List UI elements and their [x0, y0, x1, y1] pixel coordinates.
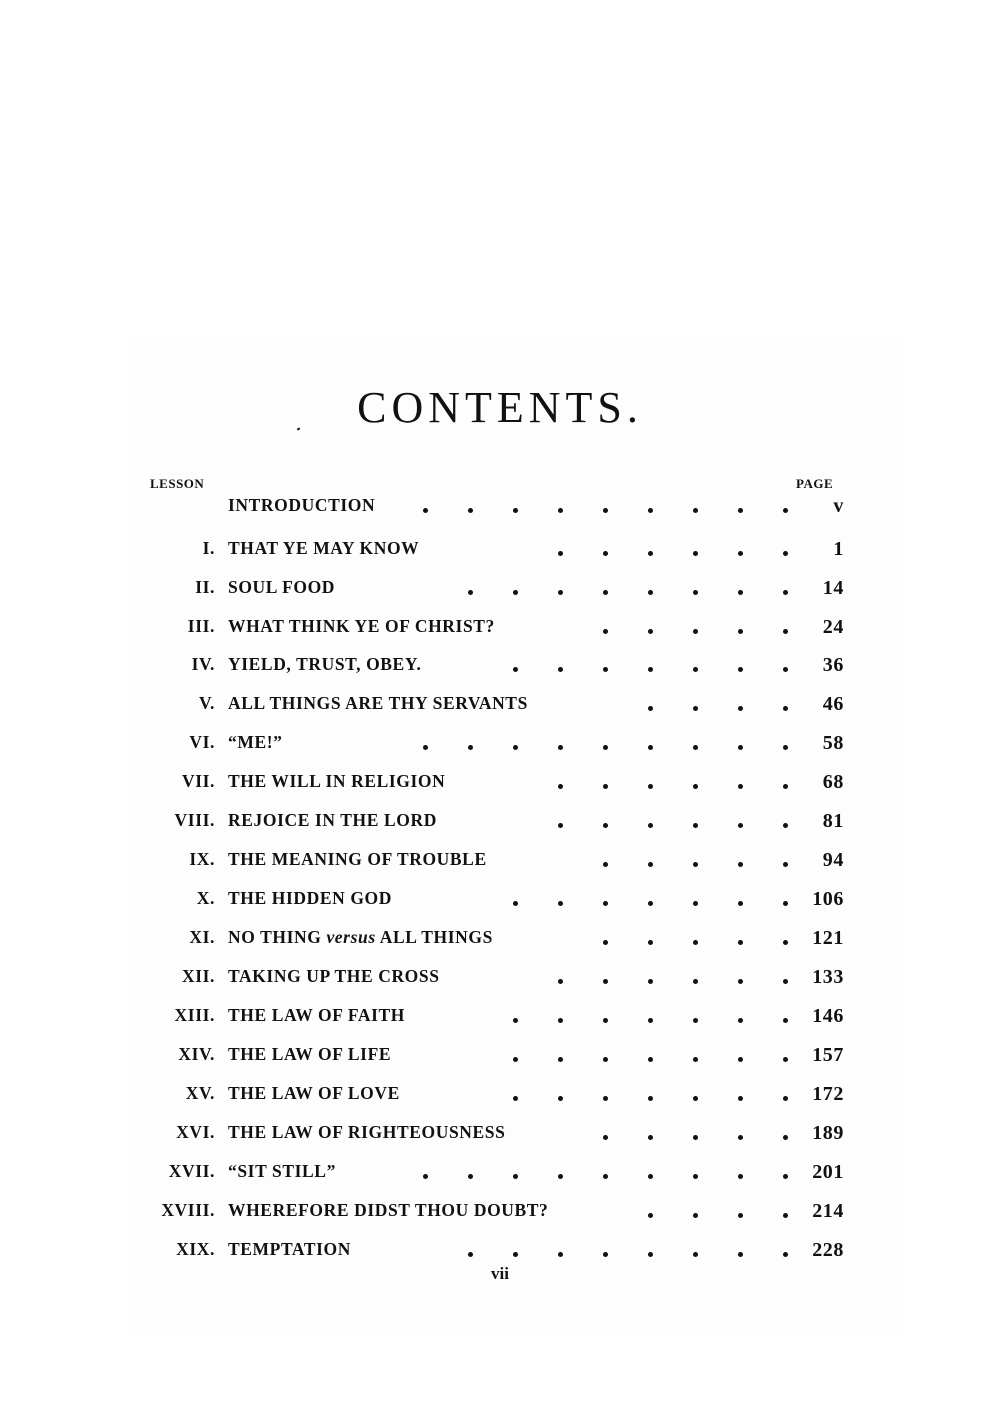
- toc-row: [0, 888, 1000, 918]
- lesson-title: THE LAW OF FAITH: [228, 1005, 406, 1025]
- lesson-number: XIV.: [178, 1044, 215, 1064]
- lesson-title: THE LAW OF LOVE: [228, 1083, 400, 1103]
- page-number: 133: [812, 966, 844, 988]
- lesson-number: I.: [202, 538, 215, 558]
- lesson-title: WHEREFORE DIDST THOU DOUBT?: [228, 1200, 549, 1220]
- lesson-title: TAKING UP THE CROSS: [228, 966, 440, 986]
- dot-leader: [395, 1239, 788, 1263]
- page-column-header: PAGE: [796, 476, 834, 491]
- dot-leader: [395, 1005, 788, 1029]
- lesson-number: IX.: [189, 849, 215, 869]
- toc-row: [0, 616, 1000, 646]
- toc-row: [0, 1044, 1000, 1074]
- lesson-number: XVI.: [176, 1122, 215, 1142]
- dot-leader: [395, 810, 788, 834]
- page-number: 172: [812, 1083, 844, 1105]
- lesson-title: YIELD, TRUST, OBEY.: [228, 654, 422, 674]
- lesson-number: III.: [187, 616, 215, 636]
- lesson-number: VI.: [189, 732, 215, 752]
- lesson-number: II.: [195, 577, 215, 597]
- toc-row: [0, 1005, 1000, 1035]
- page-number: 24: [822, 616, 844, 638]
- page-number: 68: [822, 771, 844, 793]
- dot-leader: [395, 654, 788, 678]
- dot-leader: [395, 849, 788, 873]
- page-number: 46: [822, 693, 844, 715]
- folio-page-number: vii: [491, 1264, 509, 1283]
- lesson-title: INTRODUCTION: [228, 495, 376, 515]
- toc-row: [0, 927, 1000, 957]
- lesson-number: V.: [199, 693, 215, 713]
- dot-leader: [395, 1122, 788, 1146]
- page-number: 106: [812, 888, 844, 910]
- toc-row: [0, 1161, 1000, 1191]
- page-number: 214: [812, 1200, 844, 1222]
- page-number: 201: [812, 1161, 844, 1183]
- lesson-number: XIII.: [174, 1005, 215, 1025]
- page-number: 121: [812, 927, 844, 949]
- lesson-number: XIX.: [176, 1239, 215, 1259]
- toc-row: [0, 693, 1000, 723]
- lesson-number: XV.: [185, 1083, 215, 1103]
- toc-row: [0, 849, 1000, 879]
- lesson-title: “SIT STILL”: [228, 1161, 336, 1181]
- toc-row: [0, 495, 1000, 525]
- page-number: 14: [822, 577, 844, 599]
- dot-leader: [395, 771, 788, 795]
- lesson-title: THE LAW OF RIGHTEOUSNESS: [228, 1122, 506, 1142]
- dot-leader: [395, 1083, 788, 1107]
- lesson-title: ALL THINGS ARE THY SERVANTS: [228, 693, 528, 713]
- toc-row: [0, 966, 1000, 996]
- page-number: 94: [822, 849, 844, 871]
- page-number: 81: [822, 810, 844, 832]
- lesson-title: TEMPTATION: [228, 1239, 351, 1259]
- lesson-title: “ME!”: [228, 732, 283, 752]
- lesson-number: XVII.: [168, 1161, 215, 1181]
- toc-row: [0, 1122, 1000, 1152]
- lesson-title: SOUL FOOD: [228, 577, 336, 597]
- lesson-title: WHAT THINK YE OF CHRIST?: [228, 616, 495, 636]
- lesson-title: THE WILL IN RELIGION: [228, 771, 446, 791]
- dot-leader: [395, 732, 788, 756]
- toc-row: [0, 810, 1000, 840]
- dot-leader: [395, 888, 788, 912]
- title-italic-part: versus: [326, 927, 376, 947]
- lesson-number: XII.: [181, 966, 215, 986]
- toc-row: [0, 654, 1000, 684]
- dot-leader: [395, 495, 788, 519]
- toc-row: [0, 732, 1000, 762]
- toc-row: [0, 1083, 1000, 1113]
- page-number: 58: [822, 732, 844, 754]
- lesson-title: REJOICE IN THE LORD: [228, 810, 437, 830]
- lesson-number: XI.: [189, 927, 215, 947]
- lesson-column-header: LESSON: [150, 476, 205, 491]
- lesson-title: THE MEANING OF TROUBLE: [228, 849, 487, 869]
- title-part: ALL THINGS: [375, 927, 493, 947]
- page-number: 157: [812, 1044, 844, 1066]
- lesson-title: THE LAW OF LIFE: [228, 1044, 392, 1064]
- dot-leader: [395, 577, 788, 601]
- dot-leader: [395, 966, 788, 990]
- toc-row: [0, 1200, 1000, 1230]
- page-number: 189: [812, 1122, 844, 1144]
- dot-leader: [395, 538, 788, 562]
- title-part: NO THING: [228, 927, 327, 947]
- dot-leader: [395, 616, 788, 640]
- page-number: v: [833, 495, 844, 517]
- lesson-number: IV.: [191, 654, 215, 674]
- page-number: 1: [833, 538, 844, 560]
- dot-leader: [395, 1161, 788, 1185]
- lesson-number: VII.: [181, 771, 215, 791]
- dot-leader: [395, 1044, 788, 1068]
- page-number: 36: [822, 654, 844, 676]
- page-number: 146: [812, 1005, 844, 1027]
- dot-leader: [395, 927, 788, 951]
- lesson-title: THE HIDDEN GOD: [228, 888, 392, 908]
- page-title: CONTENTS.: [357, 383, 643, 432]
- toc-row: [0, 577, 1000, 607]
- dot-leader: [395, 1200, 788, 1224]
- lesson-title: THAT YE MAY KNOW: [228, 538, 420, 558]
- page-number: 228: [812, 1239, 844, 1261]
- lesson-number: VIII.: [174, 810, 215, 830]
- dot-leader: [395, 693, 788, 717]
- lesson-number: X.: [196, 888, 215, 908]
- lesson-number: XVIII.: [161, 1200, 215, 1220]
- toc-row: [0, 538, 1000, 568]
- toc-row: [0, 771, 1000, 801]
